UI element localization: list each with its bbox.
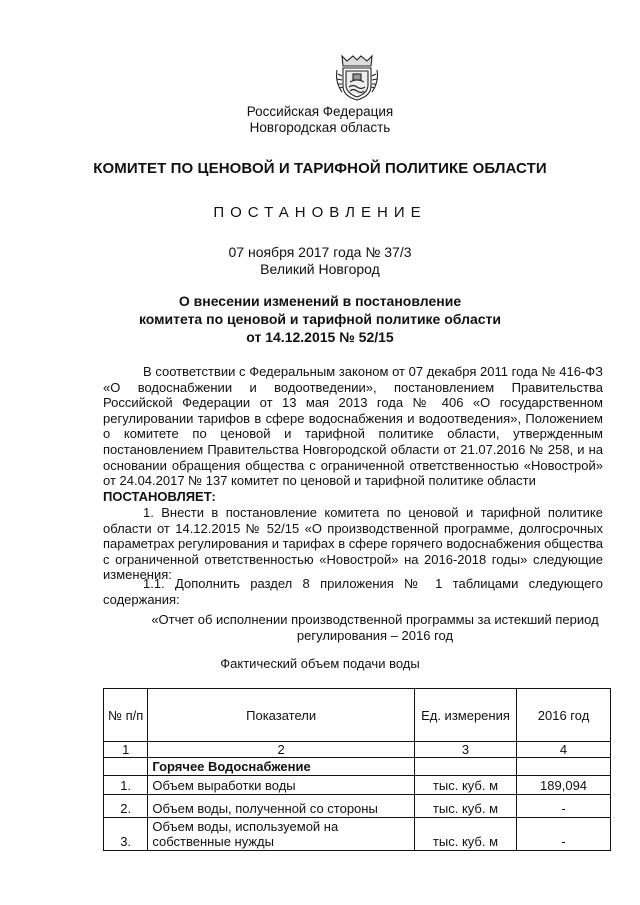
date-block — [0, 244, 640, 278]
header-num: № п/п — [104, 689, 148, 742]
col-number: 3 — [414, 742, 516, 758]
region-name: Новгородская область — [249, 120, 391, 135]
table-row — [104, 818, 611, 851]
row-unit: тыс. куб. м — [414, 776, 516, 795]
empty-cell — [414, 758, 516, 776]
date-number: 07 ноября 2017 года № 37/3 — [228, 244, 412, 260]
city-name: Великий Новгород — [260, 261, 380, 277]
row-value: 189,094 — [517, 776, 611, 795]
col-number: 2 — [148, 742, 415, 758]
row-num: 1. — [104, 776, 148, 795]
header-year: 2016 год — [517, 689, 611, 742]
water-volume-table — [103, 688, 611, 851]
empty-cell — [104, 758, 148, 776]
col-number: 4 — [517, 742, 611, 758]
row-value: - — [517, 795, 611, 818]
report-title-line: «Отчет об исполнении производственной программы за истекший период — [151, 612, 599, 627]
preamble — [103, 364, 603, 504]
subject-line: комитета по ценовой и тарифной политике области — [138, 311, 502, 327]
document-subject — [0, 292, 640, 346]
resolves-heading: ПОСТАНОВЛЯЕТ: — [103, 488, 216, 504]
row-indicator: Объем воды, полученной со стороны — [148, 795, 415, 818]
preamble-line: «О водоснабжении и водоотведении», постановлением Правительства — [103, 379, 603, 395]
table-row — [104, 776, 611, 795]
preamble-line: от 24.04.2017 № 137 комитет по ценовой и тарифной политике области — [103, 473, 536, 489]
section-row — [104, 758, 611, 776]
preamble-line: основании обращения общества с ограниченной ответственностью «Новострой» — [103, 457, 603, 473]
committee-title: КОМИТЕТ ПО ЦЕНОВОЙ И ТАРИФНОЙ ПОЛИТИКЕ ОБЛАСТИ — [93, 160, 547, 177]
col-number: 1 — [104, 742, 148, 758]
row-num: 2. — [104, 795, 148, 818]
section-label: Горячее Водоснабжение — [148, 758, 415, 776]
country-name: Российская Федерация — [246, 104, 394, 119]
row-indicator: Объем воды, используемой на собственные нужды — [148, 818, 415, 851]
preamble-line: постановлением Правительства Новгородской области от 21.07.2016 № 258, и на — [103, 441, 603, 457]
table-caption: Фактический объем подачи воды — [220, 656, 420, 671]
item-1: 1. Внести в постановление комитета по ценовой и тарифной политике области от 14.12.2015 № 52/15 «О производственной программе, долгосрочных параметрах регулирования и тарифах в сфере горячего водоснабжения общества с ограниченной ответственностью «Новострой» на 2016-2018 годы» следующие изменения: — [103, 505, 604, 583]
row-num: 3. — [104, 818, 148, 851]
preamble-line: Российской Федерации от 13 мая 2013 года № 406 «О государственном — [103, 395, 603, 411]
coat-of-arms-icon — [333, 52, 381, 102]
header-indicator: Показатели — [148, 689, 415, 742]
row-indicator: Объем выработки воды — [148, 776, 415, 795]
row-unit: тыс. куб. м — [414, 795, 516, 818]
report-title — [140, 612, 610, 643]
row-value: - — [517, 818, 611, 851]
column-number-row — [104, 742, 611, 758]
preamble-line: регулировании тарифов в сфере водоснабжения и водоотведения», Положением — [103, 410, 603, 426]
subject-line: от 14.12.2015 № 52/15 — [246, 329, 394, 345]
header-unit: Ед. измерения — [414, 689, 516, 742]
table-header-row — [104, 689, 611, 742]
empty-cell — [517, 758, 611, 776]
subject-line: О внесении изменений в постановление — [178, 293, 462, 309]
document-type: ПОСТАНОВЛЕНИЕ — [213, 204, 427, 221]
report-title-line: регулирования – 2016 год — [296, 627, 454, 643]
preamble-line: В соответствии с Федеральным законом от 07 декабря 2011 года № 416-ФЗ — [143, 364, 603, 379]
item-1-1: 1.1. Дополнить раздел 8 приложения № 1 таблицами следующего содержания: — [103, 576, 603, 607]
preamble-line: о комитете по ценовой и тарифной политике области, утвержденным — [103, 426, 603, 442]
table-row — [104, 795, 611, 818]
row-unit: тыс. куб. м — [414, 818, 516, 851]
federation-block — [0, 104, 640, 136]
